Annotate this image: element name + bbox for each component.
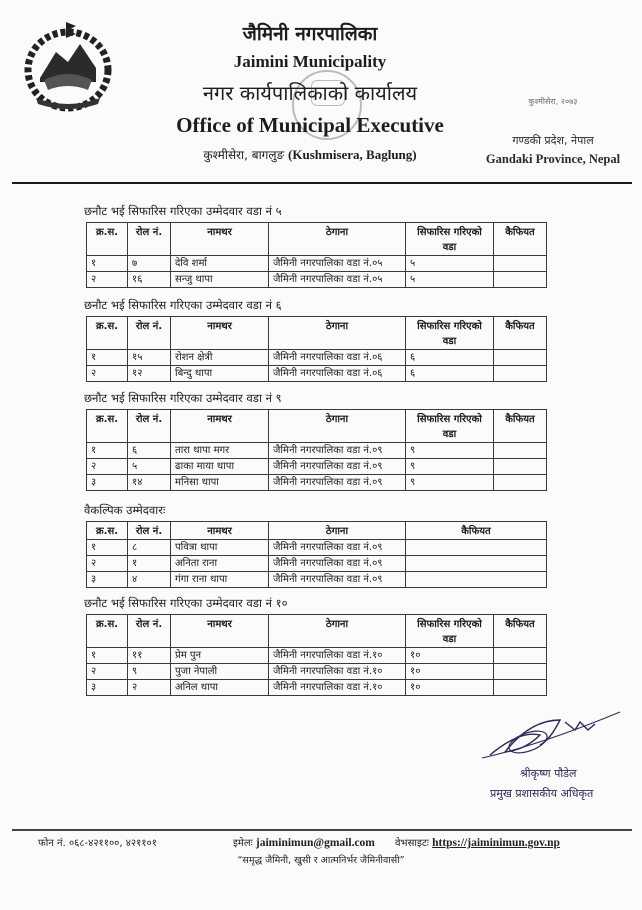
cell-remarks [494, 256, 547, 272]
col-sn: क्र.स. [87, 223, 128, 256]
section-title-ward-10: छनौट भई सिफारिस गरिएका उम्मेदवार वडा नं १० [84, 596, 288, 610]
col-remarks: कैफियत [406, 522, 547, 540]
cell-address: जैमिनी नगरपालिका वडा नं.०९ [269, 556, 406, 572]
table-row [87, 443, 547, 459]
cell-name: बिन्दु थापा [171, 366, 269, 382]
cell-sn: १ [87, 648, 128, 664]
municipality-name-english: Jaimini Municipality [233, 52, 387, 71]
cell-sn: २ [87, 664, 128, 680]
footer-divider [12, 829, 632, 831]
cell-remarks [494, 443, 547, 459]
table-row [87, 366, 547, 382]
cell-sn: ३ [87, 475, 128, 491]
table-row [87, 475, 547, 491]
table-header-row [87, 223, 547, 256]
cell-address: जैमिनी नगरपालिका वडा नं.१० [269, 680, 406, 696]
col-remarks: कैफियत [494, 317, 547, 350]
cell-roll: १२ [128, 366, 171, 382]
section-title-ward-6: छनौट भई सिफारिस गरिएका उम्मेदवार वडा नं ६ [84, 298, 282, 312]
table-row [87, 540, 547, 556]
footer-phone [38, 835, 157, 849]
col-sn: क्र.स. [87, 615, 128, 648]
col-sn: क्र.स. [87, 522, 128, 540]
table-alternate-candidates [86, 521, 547, 588]
table-row [87, 272, 547, 288]
website-link[interactable]: https://jaiminimun.gov.np [432, 837, 560, 849]
cell-sn: २ [87, 366, 128, 382]
table-ward-9 [86, 409, 547, 491]
cell-roll: ९ [128, 664, 171, 680]
cell-address: जैमिनी नगरपालिका वडा नं.१० [269, 664, 406, 680]
cell-name: अनिता राना [171, 556, 269, 572]
nepal-emblem-logo [22, 18, 114, 114]
col-recommended-ward: सिफारिस गरिएको वडा [406, 410, 494, 443]
cell-roll: २ [128, 680, 171, 696]
cell-name: तारा थापा मगर [171, 443, 269, 459]
municipality-name-nepali: जैमिनी नगरपालिका [242, 23, 378, 45]
cell-address: जैमिनी नगरपालिका वडा नं.०५ [269, 272, 406, 288]
col-roll: रोल नं. [128, 317, 171, 350]
cell-remarks [494, 648, 547, 664]
province-english: Gandaki Province, Nepal [485, 152, 621, 166]
col-address: ठेगाना [269, 522, 406, 540]
cell-address: जैमिनी नगरपालिका वडा नं.०६ [269, 350, 406, 366]
table-header-row [87, 410, 547, 443]
cell-ward: ५ [406, 256, 494, 272]
table-row [87, 664, 547, 680]
cell-name: रोशन क्षेत्री [171, 350, 269, 366]
cell-roll: ६ [128, 443, 171, 459]
table-header-row [87, 317, 547, 350]
cell-ward: १० [406, 648, 494, 664]
table-header-row [87, 615, 547, 648]
email-label: इमेलः [233, 838, 253, 849]
cell-name: पवित्रा थापा [171, 540, 269, 556]
table-row [87, 459, 547, 475]
section-title-ward-5: छनौट भई सिफारिस गरिएका उम्मेदवार वडा नं ५ [84, 204, 282, 218]
cell-ward: १० [406, 664, 494, 680]
table-row [87, 572, 547, 588]
cell-remarks [406, 572, 547, 588]
col-remarks: कैफियत [494, 223, 547, 256]
phone-value: ०६८-४२११००, ४२११०१ [68, 838, 157, 849]
office-name-nepali: नगर कार्यपालिकाको कार्यालय [202, 81, 418, 105]
signatory-title: प्रमुख प्रशासकीय अधिकृत [490, 787, 594, 800]
cell-sn: २ [87, 272, 128, 288]
email-link[interactable]: jaiminimun@gmail.com [255, 837, 375, 849]
col-roll: रोल नं. [128, 615, 171, 648]
cell-roll: १४ [128, 475, 171, 491]
cell-sn: १ [87, 443, 128, 459]
office-address [150, 146, 470, 163]
cell-remarks [494, 475, 547, 491]
col-sn: क्र.स. [87, 410, 128, 443]
col-name: नामथर [171, 615, 269, 648]
cell-remarks [494, 459, 547, 475]
stamp-text [478, 96, 628, 107]
cell-sn: २ [87, 459, 128, 475]
cell-ward: ६ [406, 366, 494, 382]
cell-ward: ५ [406, 272, 494, 288]
cell-roll: १६ [128, 272, 171, 288]
cell-address: जैमिनी नगरपालिका वडा नं.०५ [269, 256, 406, 272]
table-ward-6 [86, 316, 547, 382]
cell-roll: ११ [128, 648, 171, 664]
col-address: ठेगाना [269, 317, 406, 350]
col-roll: रोल नं. [128, 410, 171, 443]
table-row [87, 256, 547, 272]
cell-ward: ९ [406, 475, 494, 491]
cell-remarks [494, 366, 547, 382]
phone-label: फोन नं. [38, 838, 66, 849]
cell-ward: ९ [406, 459, 494, 475]
col-roll: रोल नं. [128, 522, 171, 540]
cell-remarks [406, 540, 547, 556]
cell-address: जैमिनी नगरपालिका वडा नं.०९ [269, 443, 406, 459]
address-english: (Kushmisera, Baglung) [288, 147, 417, 162]
cell-name: सन्जु थापा [171, 272, 269, 288]
cell-address: जैमिनी नगरपालिका वडा नं.०६ [269, 366, 406, 382]
col-recommended-ward: सिफारिस गरिएको वडा [406, 317, 494, 350]
cell-ward: ६ [406, 350, 494, 366]
cell-remarks [494, 664, 547, 680]
section-title-alternate: वैकल्पिक उम्मेदवारः [84, 503, 166, 517]
col-address: ठेगाना [269, 410, 406, 443]
col-remarks: कैफियत [494, 410, 547, 443]
signatory-name: श्रीकृष्ण पौडेल [520, 767, 577, 780]
section-title-ward-9: छनौट भई सिफारिस गरिएका उम्मेदवार वडा नं ९ [84, 391, 282, 405]
cell-address: जैमिनी नगरपालिका वडा नं.०९ [269, 572, 406, 588]
cell-remarks [406, 556, 547, 572]
cell-sn: २ [87, 556, 128, 572]
cell-roll: १५ [128, 350, 171, 366]
table-row [87, 648, 547, 664]
address-nepali: कुश्मीसेरा, बागलुङ [203, 148, 285, 162]
cell-remarks [494, 680, 547, 696]
col-name: नामथर [171, 522, 269, 540]
cell-name: प्रेम पुन [171, 648, 269, 664]
cell-address: जैमिनी नगरपालिका वडा नं.०९ [269, 459, 406, 475]
cell-name: मनिसा थापा [171, 475, 269, 491]
footer-email [233, 835, 375, 849]
col-address: ठेगाना [269, 223, 406, 256]
cell-roll: ८ [128, 540, 171, 556]
col-name: नामथर [171, 410, 269, 443]
cell-name: गंगा राना थापा [171, 572, 269, 588]
province-nepali: गण्डकी प्रदेश, नेपाल [512, 134, 594, 147]
cell-name: अनिल थापा [171, 680, 269, 696]
cell-remarks [494, 350, 547, 366]
cell-ward: ९ [406, 443, 494, 459]
cell-address: जैमिनी नगरपालिका वडा नं.०९ [269, 540, 406, 556]
footer-website [395, 835, 560, 849]
cell-name: ढाका माया थापा [171, 459, 269, 475]
cell-roll: ५ [128, 459, 171, 475]
cell-sn: ३ [87, 572, 128, 588]
stamp-year: २०७३ [560, 97, 578, 106]
website-label: वेभसाइटः [395, 838, 429, 849]
cell-address: जैमिनी नगरपालिका वडा नं.१० [269, 648, 406, 664]
stamp-place: कुश्मीसेरा, [528, 97, 559, 106]
col-sn: क्र.स. [87, 317, 128, 350]
footer-slogan: “समृद्ध जैमिनी, खुसी र आत्मनिर्भर जैमिनीवासी” [237, 855, 405, 866]
cell-name: देवि शर्मा [171, 256, 269, 272]
table-ward-10 [86, 614, 547, 696]
cell-sn: १ [87, 350, 128, 366]
table-row [87, 350, 547, 366]
col-name: नामथर [171, 317, 269, 350]
cell-roll: ४ [128, 572, 171, 588]
col-remarks: कैफियत [494, 615, 547, 648]
col-roll: रोल नं. [128, 223, 171, 256]
cell-roll: ७ [128, 256, 171, 272]
table-row [87, 556, 547, 572]
cell-roll: १ [128, 556, 171, 572]
handwritten-signature [480, 700, 630, 760]
cell-sn: १ [87, 256, 128, 272]
cell-remarks [494, 272, 547, 288]
table-header-row [87, 522, 547, 540]
col-recommended-ward: सिफारिस गरिएको वडा [406, 223, 494, 256]
table-row [87, 680, 547, 696]
col-address: ठेगाना [269, 615, 406, 648]
cell-sn: ३ [87, 680, 128, 696]
cell-address: जैमिनी नगरपालिका वडा नं.०९ [269, 475, 406, 491]
office-name-english: Office of Municipal Executive [176, 113, 444, 137]
cell-ward: १० [406, 680, 494, 696]
col-recommended-ward: सिफारिस गरिएको वडा [406, 615, 494, 648]
cell-name: पुजा नेपाली [171, 664, 269, 680]
cell-sn: १ [87, 540, 128, 556]
table-ward-5 [86, 222, 547, 288]
header-divider [12, 182, 632, 184]
col-name: नामथर [171, 223, 269, 256]
